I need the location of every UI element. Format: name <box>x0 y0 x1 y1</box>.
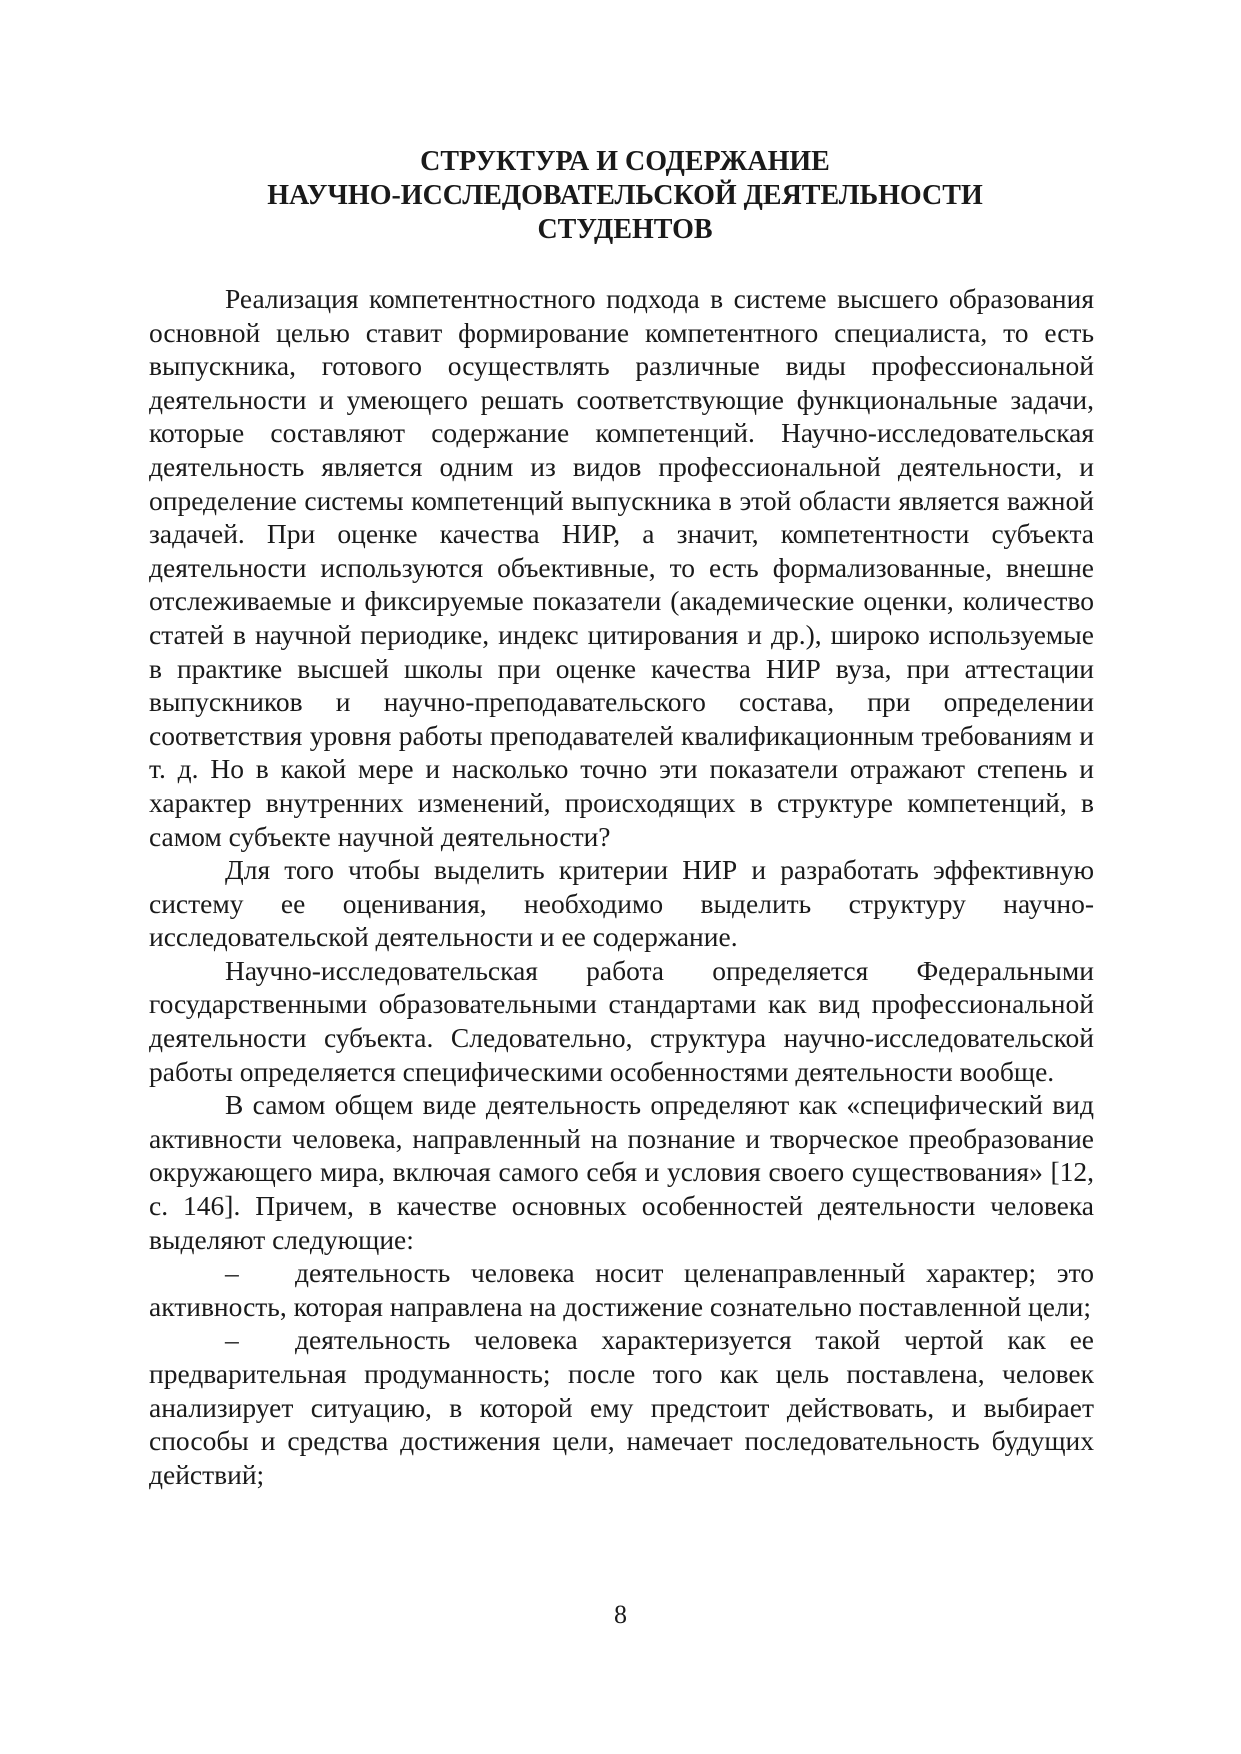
title-line-2: НАУЧНО-ИССЛЕДОВАТЕЛЬСКОЙ ДЕЯТЕЛЬНОСТИ <box>267 180 983 211</box>
page-title <box>150 145 1100 247</box>
title-line-3: СТУДЕНТОВ <box>537 214 713 245</box>
bullet-item-2 <box>149 1323 1094 1491</box>
paragraph-2: Для того чтобы выделить критерии НИР и разработать эффективную систему ее оценивания, необходимо выделить структуру научно-исследовательской деятельности и ее содержание. <box>149 854 1094 953</box>
page-number: 8 <box>614 1600 627 1629</box>
title-line-1: СТРУКТУРА И СОДЕРЖАНИЕ <box>420 146 830 177</box>
paragraph-3: Научно-исследовательская работа определяется Федеральными государственными образовательными стандартами как вид профессиональной деятельности субъекта. Следовательно, структура научно-исследовательской работы определяется специфическими особенностями деятельности вообще. <box>149 954 1094 1087</box>
bullet-item-1 <box>149 1256 1094 1323</box>
bullet-text: деятельность человека носит целенаправленный характер; это активность, которая направлена на достижение сознательно поставленной цели; <box>149 1257 1094 1322</box>
paragraph-1: Реализация компетентностного подхода в системе высшего образования основной целью ставит формирование компетентного специалиста, то есть выпускника, готового осуществлять различные виды профессиональной деятельности и умеющего решать соответствующие функциональные задачи, которые составляют содержание компетенций. Научно-исследовательская деятельность является одним из видов профессиональной деятельности, и определение системы компетенций выпускника в этой области является важной задачей. При оценке качества НИР, а значит, компетентности субъекта деятельности используются объективные, то есть формализованные, внешне отслеживаемые и фиксируемые показатели (академические оценки, количество статей в научной периодике, индекс цитирования и др.), широко используемые в практике высшей школы при оценке качества НИР вуза, при аттестации выпускников и научно-преподавательского состава, при определении соответствия уровня работы преподавателей квалификационным требованиям и т. д. Но в какой мере и насколько точно эти показатели отражают степень и характер внутренних изменений, происходящих в структуре компетенций, в самом субъекте научной деятельности? <box>149 283 1094 852</box>
paragraph-4: В самом общем виде деятельность определяют как «специфический вид активности человека, направленный на познание и творческое преобразование окружающего мира, включая самого себя и условия своего существования» [12, с. 146]. Причем, в качестве основных особенностей деятельности человека выделяют следующие: <box>149 1089 1094 1255</box>
bullet-dash: – <box>225 1324 239 1356</box>
bullet-dash: – <box>225 1257 239 1289</box>
body-text <box>149 282 1094 1491</box>
bullet-text: деятельность человека характеризуется такой чертой как ее предварительная продуманность; после того как цель поставлена, человек анализирует ситуацию, в которой ему предстоит действовать, и выбирает способы и средства достижения цели, намечает последовательность будущих действий; <box>149 1324 1094 1490</box>
